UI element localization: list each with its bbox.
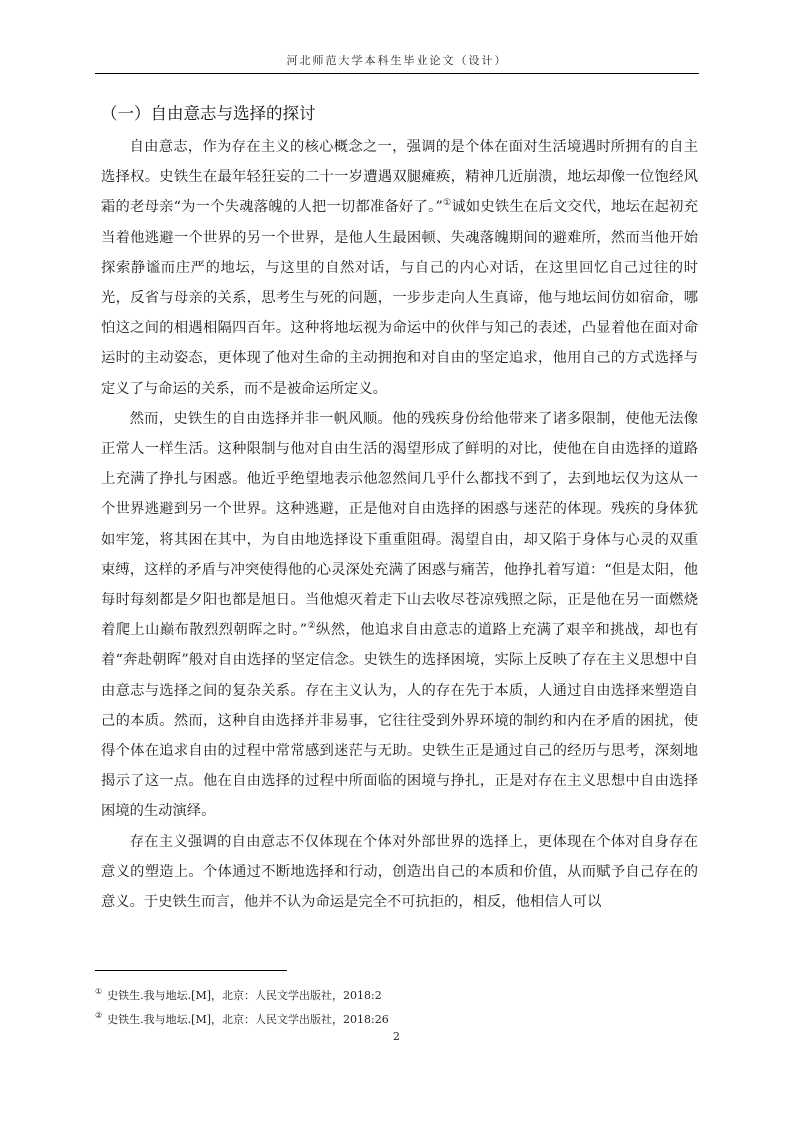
paragraph-text: 自由意志，作为存在主义的核心概念之一，强调的是个体在面对生活境遇时所拥有的自主选择权。史铁生在最年轻狂妄的二十一岁遭遇双腿瘫痪，精神几近崩溃，地坛却像一位饱经风霜的老母亲“为一个失魂落魄的人把一切都准备好了。” (101, 139, 698, 216)
footnote-mark: ① (95, 987, 103, 997)
page-number: 2 (393, 1030, 400, 1043)
page-header: 河北师范大学本科生毕业论文（设计） (286, 54, 508, 67)
footnotes (95, 984, 699, 1032)
paragraph-text: 纵然，他追求自由意志的道路上充满了艰辛和挑战，却也有着“奔赴朝晖”般对自由选择的坚定信念。史铁生的选择困境，实际上反映了存在主义思想中自由意志与选择之间的复杂关系。存在主义认为，人的存在先于本质，人通过自由选择来塑造自己的本质。然而，这种自由选择并非易事，它往往受到外界环境的制约和内在矛盾的困扰，使得个体在追求自由的过程中常常感到迷茫与无助。史铁生正是通过自己的经历与思考，深刻地揭示了这一点。他在自由选择的过程中所面临的困境与挣扎，正是对存在主义思想中自由选择困境的生动演绎。 (101, 622, 698, 820)
footnote-item (95, 984, 699, 1008)
footnote-text: 史铁生.我与地坛.[M]，北京：人民文学出版社，2018:26 (107, 1013, 389, 1026)
paragraph-text: 然而，史铁生的自由选择并非一帆风顺。他的残疾身份给他带来了诸多限制，使他无法像正常人一样生活。这种限制与他对自由生活的渴望形成了鲜明的对比，使他在自由选择的道路上充满了挣扎与困惑。他近乎绝望地表示他忽然间几乎什么都找不到了，去到地坛仅为这从一个世界逃避到另一个世界。这种逃避，正是他对自由选择的困惑与迷茫的体现。残疾的身体犹如牢笼，将其困在其中，为自由地选择设下重重阻碍。渴望自由，却又陷于身体与心灵的双重束缚，这样的矛盾与冲突使得他的心灵深处充满了困惑与痛苦，他挣扎着写道：“但是太阳，他每时每刻都是夕阳也都是旭日。当他熄灭着走下山去收尽苍凉残照之际，正是他在另一面燃烧着爬上山巅布散烈烈朝晖之时。” (101, 410, 698, 639)
header-divider (95, 73, 699, 74)
footnote-mark: ② (95, 1011, 103, 1021)
body-text (101, 132, 698, 917)
paragraph-text: 存在主义强调的自由意志不仅体现在个体对外部世界的选择上，更体现在个体对自身存在意义的塑造上。个体通过不断地选择和行动，创造出自己的本质和价值，从而赋予自己存在的意义。于史铁生而言，他并不认为命运是完全不可抗拒的，相反，他相信人可以 (101, 833, 698, 911)
paragraph-1 (101, 132, 698, 404)
footnote-divider (95, 970, 287, 971)
footnote-ref[interactable]: ① (442, 198, 452, 209)
paragraph-text: 诚如史铁生在后文交代，地坛在起初充当着他逃避一个世界的另一个世界，是他人生最困顿、失魂落魄期间的避难所，然而当他开始探索静谧而庄严的地坛，与这里的自然对话，与自己的内心对话，在这里回忆自己过往的时光，反省与母亲的关系，思考生与死的问题，一步步走向人生真谛，他与地坛间仿如宿命，哪怕这之间的相遇相隔四百年。这种将地坛视为命运中的伙伴与知己的表述，凸显着他在面对命运时的主动姿态，更体现了他对生命的主动拥抱和对自由的坚定追求，他用自己的方式选择与定义了与命运的关系，而不是被命运所定义。 (101, 199, 699, 397)
footnote-ref[interactable]: ② (307, 621, 316, 632)
footnote-item (95, 1008, 699, 1032)
section-title: （一）自由意志与选择的探讨 (101, 104, 316, 123)
footnote-text: 史铁生.我与地坛.[M]，北京：人民文学出版社，2018:2 (107, 989, 382, 1002)
paragraph-2 (101, 404, 698, 827)
paragraph-3 (101, 827, 698, 918)
